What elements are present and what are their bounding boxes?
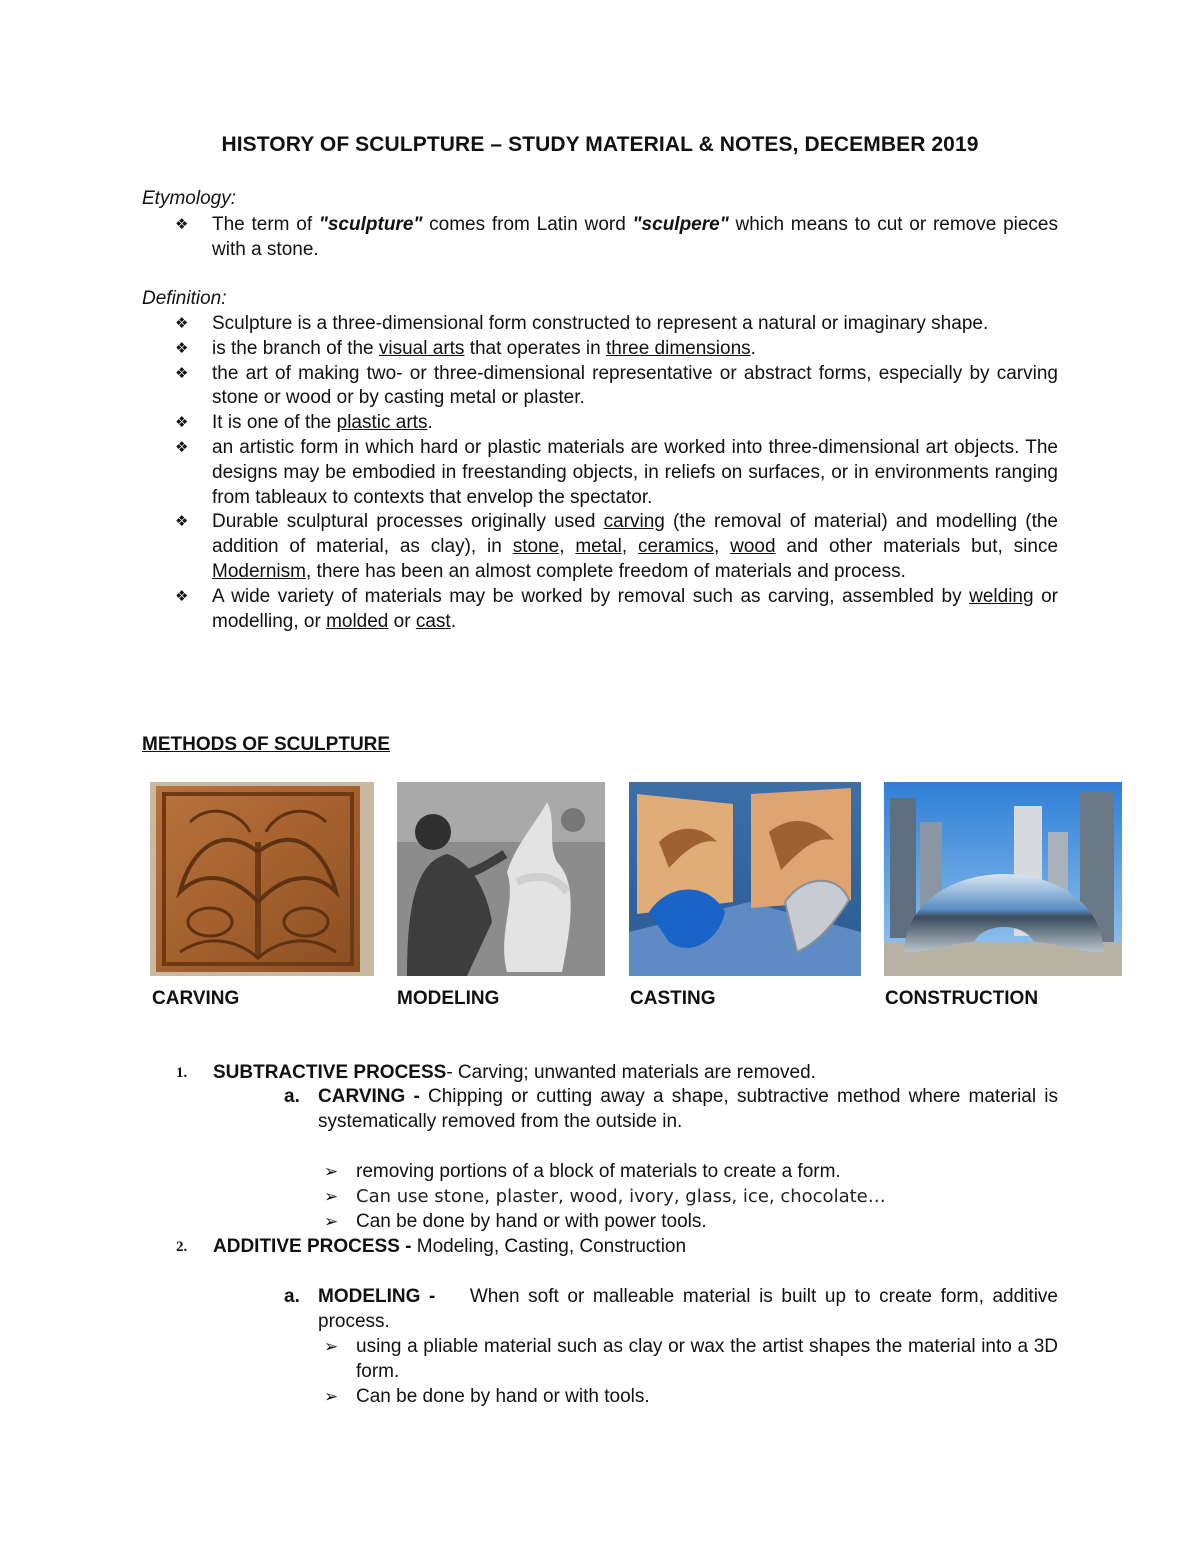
- link-welding[interactable]: welding: [969, 585, 1034, 607]
- modeling-photo: [397, 782, 605, 976]
- definition-heading: Definition:: [142, 288, 227, 309]
- list-item: ❖ A wide variety of materials may be worked by removal such as carving, assembled by welding or modelling, or molded or cast.: [175, 585, 1058, 632]
- arrow-bullet-icon: ➢: [324, 1187, 339, 1206]
- list-item: ❖ Sculpture is a three-dimensional form constructed to represent a natural or imaginary shape.: [142, 312, 1058, 337]
- methods-heading: METHODS OF SCULPTURE: [142, 734, 391, 755]
- diamond-bullet-icon: ❖: [175, 364, 189, 382]
- diamond-bullet-icon: ❖: [175, 216, 189, 233]
- link-modernism[interactable]: Modernism: [212, 560, 306, 582]
- link-wood[interactable]: wood: [730, 536, 776, 558]
- link-carving[interactable]: carving: [603, 511, 665, 533]
- carving-title: CARVING -: [318, 1086, 428, 1107]
- arrow-item: ➢ using a pliable material such as clay or wax the artist shapes the material into a 3D form.: [324, 1336, 1058, 1382]
- document-page: HISTORY OF SCULPTURE – STUDY MATERIAL & NOTES, DECEMBER 2019 Etymology: ❖ The term of "sculpture" comes from Latin word "sculpere" which means to cut or remove pieces with a stone. Definition: ❖ Sculpture is a three-dimensional form constructed to represent a natural or imaginary shape. ❖ is the branch of the visual arts that operates in three dimensions. ❖ the art of making two- or three-dimensional representative or abstract forms, especially by carving stone or wood or by casting metal or plaster. ❖ It is one of the plastic arts. ❖ an artistic form in which hard or plastic materials are worked into three-dimensional art objects. The designs may be embodied in freestanding objects, in reliefs on surfaces, or in environments ranging from tableaux to contexts that envelop the spectator. ❖ Durable sculptural processes originally used carving (the removal of material) and modelling (the addition of material, as clay), in stone, metal, ceramics, wood and other materials but, since Modernism, there has been an almost complete freedom of materials and process. ❖ A wide variety of materials may be worked by removal such as carving, assembled by welding or modelling, or molded or cast. METHODS OF SCULPTURE CARVING MODELING CASTING CONSTRUCTION 1. SUBTRACTIVE PROCESS- Carving; unwanted materials are removed. a. CARVING - Chipping or cutting away a shape, subtractive method where material is systematically removed from the outside in. ➢ removing portions of a block of materials to create a form. ➢ Can use stone, plaster, wood, ivory, glass, ice, chocolate… ➢ Can be done by hand or with power tools. 2. ADDITIVE PROCESS - Modeling, Casting, Construction a. MODELING - When soft or malleable material is built up to create form, additive process. ➢ using a pliable material such as clay or wax the artist shapes the material into a 3D form. ➢ Can be done by hand or with tools.: [0, 0, 1200, 1553]
- arrow-bullet-icon: ➢: [324, 1387, 339, 1406]
- caption-construction: CONSTRUCTION: [885, 988, 1039, 1009]
- construction-photo: [884, 782, 1122, 976]
- arrow-bullet-icon: ➢: [324, 1337, 339, 1356]
- link-visual-arts[interactable]: visual arts: [378, 337, 465, 359]
- additive-title: ADDITIVE PROCESS -: [213, 1236, 417, 1257]
- diamond-bullet-icon: ❖: [175, 414, 189, 432]
- link-metal[interactable]: metal: [575, 536, 622, 558]
- carving-photo: [150, 782, 374, 976]
- link-cast[interactable]: cast: [415, 610, 451, 632]
- caption-casting: CASTING: [630, 988, 716, 1009]
- etymology-list: [142, 213, 1058, 263]
- etymology-heading: Etymology:: [142, 188, 236, 209]
- arrow-item: ➢ Can be done by hand or with tools.: [356, 1385, 1058, 1410]
- list-marker: 1.: [176, 1065, 188, 1081]
- casting-photo: [629, 782, 861, 976]
- link-stone[interactable]: stone: [512, 536, 560, 558]
- diamond-bullet-icon: ❖: [175, 587, 189, 605]
- definition-list: [142, 312, 1058, 634]
- link-molded[interactable]: molded: [326, 610, 389, 632]
- modeling-title: MODELING -: [318, 1286, 444, 1307]
- page-title: HISTORY OF SCULPTURE – STUDY MATERIAL & NOTES, DECEMBER 2019: [221, 133, 979, 156]
- diamond-bullet-icon: ❖: [175, 438, 189, 456]
- term-sculpture: "sculpture": [318, 214, 423, 235]
- link-three-dimensions[interactable]: three dimensions: [605, 337, 751, 359]
- link-plastic-arts[interactable]: plastic arts: [336, 412, 428, 434]
- subtractive-title: SUBTRACTIVE PROCESS: [213, 1062, 447, 1083]
- arrow-item: ➢ Can be done by hand or with power tools.: [356, 1210, 1058, 1235]
- caption-modeling: MODELING: [397, 988, 500, 1009]
- list-item: ❖ Durable sculptural processes originally used carving (the removal of material) and modelling (the addition of material, as clay), in stone, metal, ceramics, wood and other materials but, since Modernism, there has been an almost complete freedom of materials and process.: [175, 511, 1059, 582]
- link-ceramics[interactable]: ceramics: [637, 536, 714, 558]
- list-item: ❖ It is one of the plastic arts.: [142, 411, 1058, 436]
- list-item: ❖ an artistic form in which hard or plastic materials are worked into three-dimensional art objects. The designs may be embodied in freestanding objects, in reliefs on surfaces, or in environments ranging from tableaux to contexts that envelop the spectator.: [175, 436, 1058, 508]
- list-item: ❖ the art of making two- or three-dimensional representative or abstract forms, especially by carving stone or wood or by casting metal or plaster.: [175, 362, 1058, 409]
- arrow-bullet-icon: ➢: [324, 1212, 339, 1231]
- list-marker: a.: [284, 1086, 300, 1107]
- list-marker: 2.: [176, 1239, 188, 1255]
- arrow-item: ➢ removing portions of a block of materials to create a form.: [356, 1160, 1058, 1185]
- term-sculpere: "sculpere": [632, 214, 729, 235]
- caption-carving: CARVING: [152, 988, 240, 1009]
- diamond-bullet-icon: ❖: [175, 315, 189, 332]
- arrow-bullet-icon: ➢: [324, 1162, 339, 1181]
- list-marker: a.: [284, 1286, 300, 1307]
- list-item: ❖ is the branch of the visual arts that operates in three dimensions.: [142, 337, 1058, 362]
- list-item: ❖ The term of "sculpture" comes from Latin word "sculpere" which means to cut or remove pieces with a stone.: [175, 214, 1058, 260]
- diamond-bullet-icon: ❖: [175, 513, 189, 531]
- diamond-bullet-icon: ❖: [175, 339, 189, 357]
- arrow-item: ➢ Can use stone, plaster, wood, ivory, glass, ice, chocolate…: [356, 1185, 1058, 1210]
